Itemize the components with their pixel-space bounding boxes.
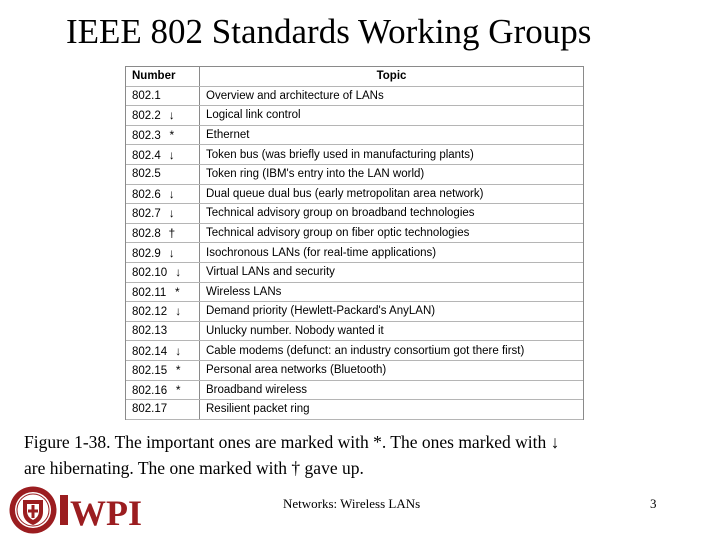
table-header-row — [126, 67, 583, 86]
standard-topic: Demand priority (Hewlett-Packard's AnyLAN) — [200, 302, 584, 322]
standard-number: 802.17 — [132, 403, 168, 416]
figure-caption — [24, 429, 704, 481]
caption-line-2: are hibernating. The one marked with † gave up. — [24, 458, 364, 478]
standard-topic: Unlucky number. Nobody wanted it — [200, 321, 584, 341]
standard-number: 802.3 — [132, 130, 161, 143]
standard-number: 802.10 — [132, 267, 168, 280]
standard-number: 802.15 — [132, 365, 168, 378]
table-row — [126, 282, 583, 302]
table-row — [126, 262, 583, 282]
status-mark: * — [175, 363, 181, 378]
status-mark: † — [168, 226, 176, 241]
table-row — [126, 380, 583, 400]
standard-number-cell — [126, 223, 200, 243]
table-row — [126, 302, 583, 322]
standard-topic: Broadband wireless — [200, 380, 584, 400]
standard-topic: Virtual LANs and security — [200, 262, 584, 282]
standard-number: 802.5 — [132, 168, 161, 181]
standard-number-cell — [126, 262, 200, 282]
logo-bar — [60, 495, 68, 525]
caption-line-1: Figure 1-38. The important ones are marked with *. The ones marked with ↓ — [24, 432, 560, 452]
standard-topic: Personal area networks (Bluetooth) — [200, 360, 584, 380]
table-body — [126, 86, 583, 419]
standard-number-cell — [126, 400, 200, 420]
table-row — [126, 223, 583, 243]
standard-number: 802.2 — [132, 110, 161, 123]
status-mark: ↓ — [168, 245, 175, 260]
slide-title: IEEE 802 Standards Working Groups — [66, 12, 592, 51]
standard-number: 802.8 — [132, 228, 161, 241]
standard-number: 802.7 — [132, 208, 161, 221]
status-mark: ↓ — [175, 343, 182, 358]
standard-number-cell — [126, 164, 200, 184]
standard-number: 802.12 — [132, 306, 168, 319]
standard-number-cell — [126, 282, 200, 302]
status-mark: ↓ — [168, 206, 175, 221]
standards-table-figure — [125, 66, 584, 420]
standard-number: 802.13 — [132, 325, 168, 338]
status-mark: * — [175, 382, 181, 397]
standard-topic: Technical advisory group on broadband technologies — [200, 204, 584, 224]
column-header-topic: Topic — [200, 67, 584, 86]
standard-number-cell — [126, 321, 200, 341]
standard-topic: Technical advisory group on fiber optic technologies — [200, 223, 584, 243]
standard-number-cell — [126, 106, 200, 126]
table-row — [126, 106, 583, 126]
status-mark: ↓ — [175, 265, 182, 280]
table-row — [126, 145, 583, 165]
standard-number-cell — [126, 341, 200, 361]
logo-wordmark: WPI — [70, 493, 142, 533]
table-row — [126, 400, 583, 420]
table-row — [126, 125, 583, 145]
standard-topic: Token bus (was briefly used in manufacturing plants) — [200, 145, 584, 165]
standard-topic: Resilient packet ring — [200, 400, 584, 420]
status-mark: ↓ — [168, 186, 175, 201]
standard-number-cell — [126, 125, 200, 145]
status-mark: * — [169, 128, 175, 143]
table-row — [126, 164, 583, 184]
standard-number-cell — [126, 86, 200, 106]
standard-number-cell — [126, 380, 200, 400]
status-mark: ↓ — [168, 108, 175, 123]
standard-number: 802.4 — [132, 149, 161, 162]
standard-number: 802.16 — [132, 384, 168, 397]
table-row — [126, 184, 583, 204]
standard-topic: Dual queue dual bus (early metropolitan area network) — [200, 184, 584, 204]
table-row — [126, 360, 583, 380]
table-row — [126, 341, 583, 361]
page-number: 3 — [650, 496, 657, 511]
standard-number-cell — [126, 243, 200, 263]
table-row — [126, 321, 583, 341]
table-row — [126, 243, 583, 263]
standard-number: 802.11 — [132, 286, 167, 299]
standard-topic: Cable modems (defunct: an industry consortium got there first) — [200, 341, 584, 361]
standard-number: 802.9 — [132, 247, 161, 260]
table-row — [126, 86, 583, 106]
wpi-logo — [8, 485, 142, 535]
status-mark: ↓ — [175, 304, 182, 319]
standard-topic: Ethernet — [200, 125, 584, 145]
table-row — [126, 204, 583, 224]
standard-number: 802.14 — [132, 345, 168, 358]
standard-number-cell — [126, 360, 200, 380]
column-header-number: Number — [126, 67, 200, 86]
standard-topic: Wireless LANs — [200, 282, 584, 302]
standard-number-cell — [126, 302, 200, 322]
status-mark: * — [174, 284, 180, 299]
status-mark: ↓ — [168, 147, 175, 162]
standard-number-cell — [126, 184, 200, 204]
standard-number: 802.6 — [132, 188, 161, 201]
standard-number-cell — [126, 204, 200, 224]
wpi-seal-icon — [10, 487, 57, 534]
standard-number-cell — [126, 145, 200, 165]
standard-topic: Token ring (IBM's entry into the LAN world) — [200, 164, 584, 184]
standard-topic: Overview and architecture of LANs — [200, 86, 584, 106]
standards-table — [126, 67, 583, 420]
footer-title: Networks: Wireless LANs — [283, 496, 421, 511]
standard-number: 802.1 — [132, 89, 161, 102]
standard-topic: Isochronous LANs (for real-time applications) — [200, 243, 584, 263]
standard-topic: Logical link control — [200, 106, 584, 126]
